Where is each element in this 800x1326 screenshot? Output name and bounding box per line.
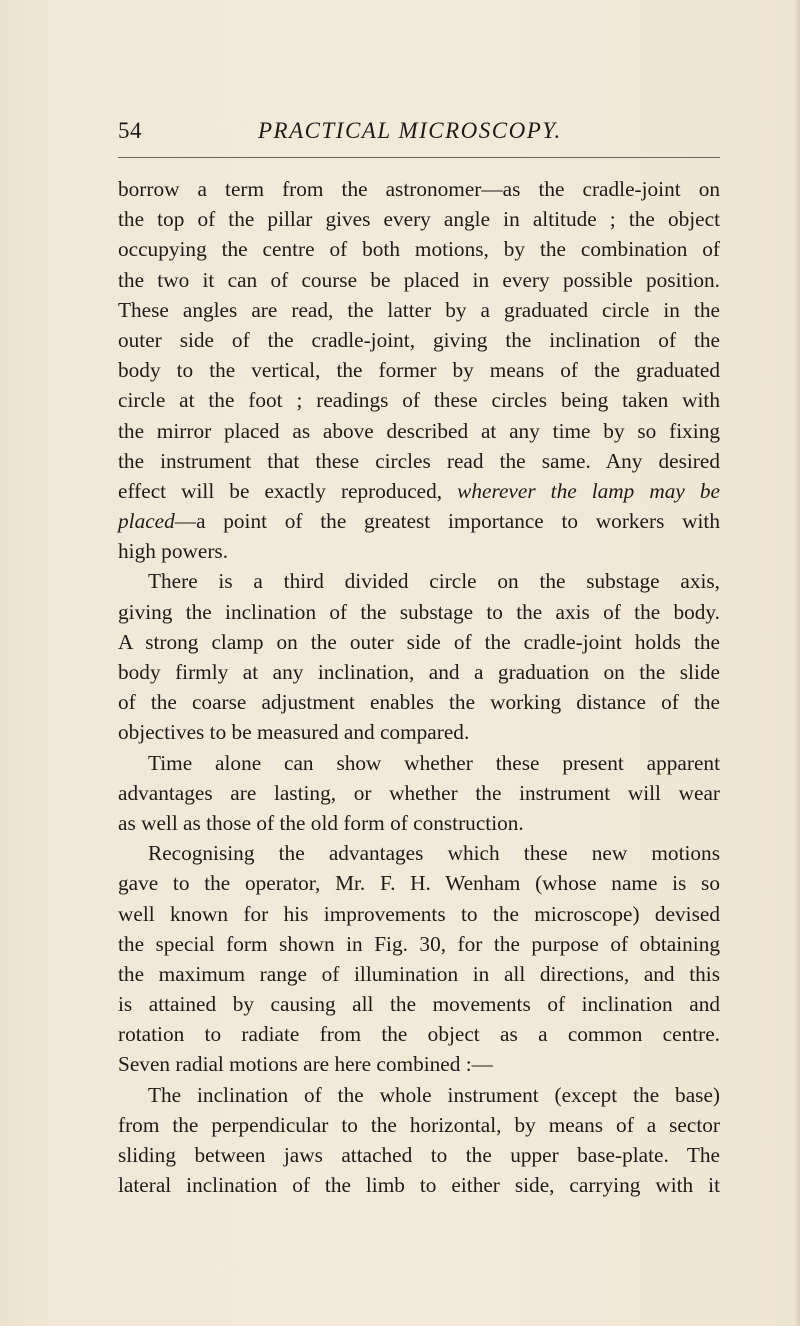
text-line: Seven radial motions are here combined :—	[118, 1052, 493, 1077]
text-line: circle at the foot ; readings of these circles being taken with	[118, 388, 720, 413]
text-line: There is a third divided circle on the substage axis,	[148, 569, 720, 594]
body-text	[118, 174, 720, 1200]
text-line: Recognising the advantages which these new motions	[148, 841, 720, 866]
text-line: Time alone can show whether these present apparent	[148, 750, 720, 775]
paragraph-5	[118, 1080, 720, 1201]
italic-phrase: wherever the lamp may be	[457, 478, 720, 503]
text-line: gave to the operator, Mr. F. H. Wenham (whose name is so	[118, 871, 720, 896]
page-number: 54	[118, 118, 142, 143]
text-fragment: effect will be exactly reproduced,	[118, 478, 458, 503]
italic-phrase: placed	[118, 509, 175, 534]
text-line: the mirror placed as above described at any time by so fixing	[118, 418, 720, 443]
text-line: the maximum range of illumination in all directions, and this	[118, 961, 720, 986]
text-line: the instrument that these circles read the same. Any desired	[118, 448, 720, 473]
paragraph-3	[118, 748, 720, 839]
text-line: A strong clamp on the outer side of the cradle-joint holds the	[118, 629, 720, 654]
page-header	[118, 118, 720, 158]
paragraph-4	[118, 838, 720, 1080]
header-rule	[118, 157, 720, 158]
text-line: giving the inclination of the substage to the axis of the body.	[118, 599, 720, 624]
text-fragment: —a point of the greatest importance to workers with	[174, 509, 720, 534]
text-line: from the perpendicular to the horizontal, by means of a sector	[118, 1112, 720, 1137]
page-edge-shadow	[794, 0, 800, 1326]
text-line: objectives to be measured and compared.	[118, 720, 470, 745]
paragraph-2	[118, 566, 720, 747]
text-line: the two it can of course be placed in every possible position.	[118, 267, 720, 292]
text-line: high powers.	[118, 539, 229, 564]
text-line: borrow a term from the astronomer—as the cradle-joint on	[118, 177, 720, 201]
text-line	[118, 506, 720, 536]
running-title: PRACTICAL MICROSCOPY.	[258, 118, 562, 143]
text-line: of the coarse adjustment enables the working distance of the	[118, 690, 720, 715]
text-line: body to the vertical, the former by means of the graduated	[118, 358, 720, 383]
text-line: well known for his improvements to the microscope) devised	[118, 901, 720, 926]
text-line: the top of the pillar gives every angle in altitude ; the object	[118, 207, 720, 232]
text-line: as well as those of the old form of construction.	[118, 810, 524, 835]
text-line	[118, 476, 720, 506]
text-line: advantages are lasting, or whether the instrument will wear	[118, 780, 720, 805]
text-line: outer side of the cradle-joint, giving the inclination of the	[118, 327, 720, 352]
text-line: lateral inclination of the limb to either side, carrying with it	[118, 1173, 720, 1198]
text-line: body firmly at any inclination, and a graduation on the slide	[118, 660, 720, 684]
text-line: rotation to radiate from the object as a common centre.	[118, 1022, 720, 1047]
text-line: occupying the centre of both motions, by the combination of	[118, 237, 720, 262]
text-line: sliding between jaws attached to the upper base-plate. The	[118, 1143, 720, 1167]
paragraph-1	[118, 174, 720, 566]
text-line: These angles are read, the latter by a graduated circle in the	[118, 297, 720, 322]
text-line: is attained by causing all the movements of inclination and	[118, 992, 720, 1017]
text-line: the special form shown in Fig. 30, for the purpose of obtaining	[118, 931, 720, 956]
text-line: The inclination of the whole instrument (except the base)	[148, 1082, 720, 1107]
